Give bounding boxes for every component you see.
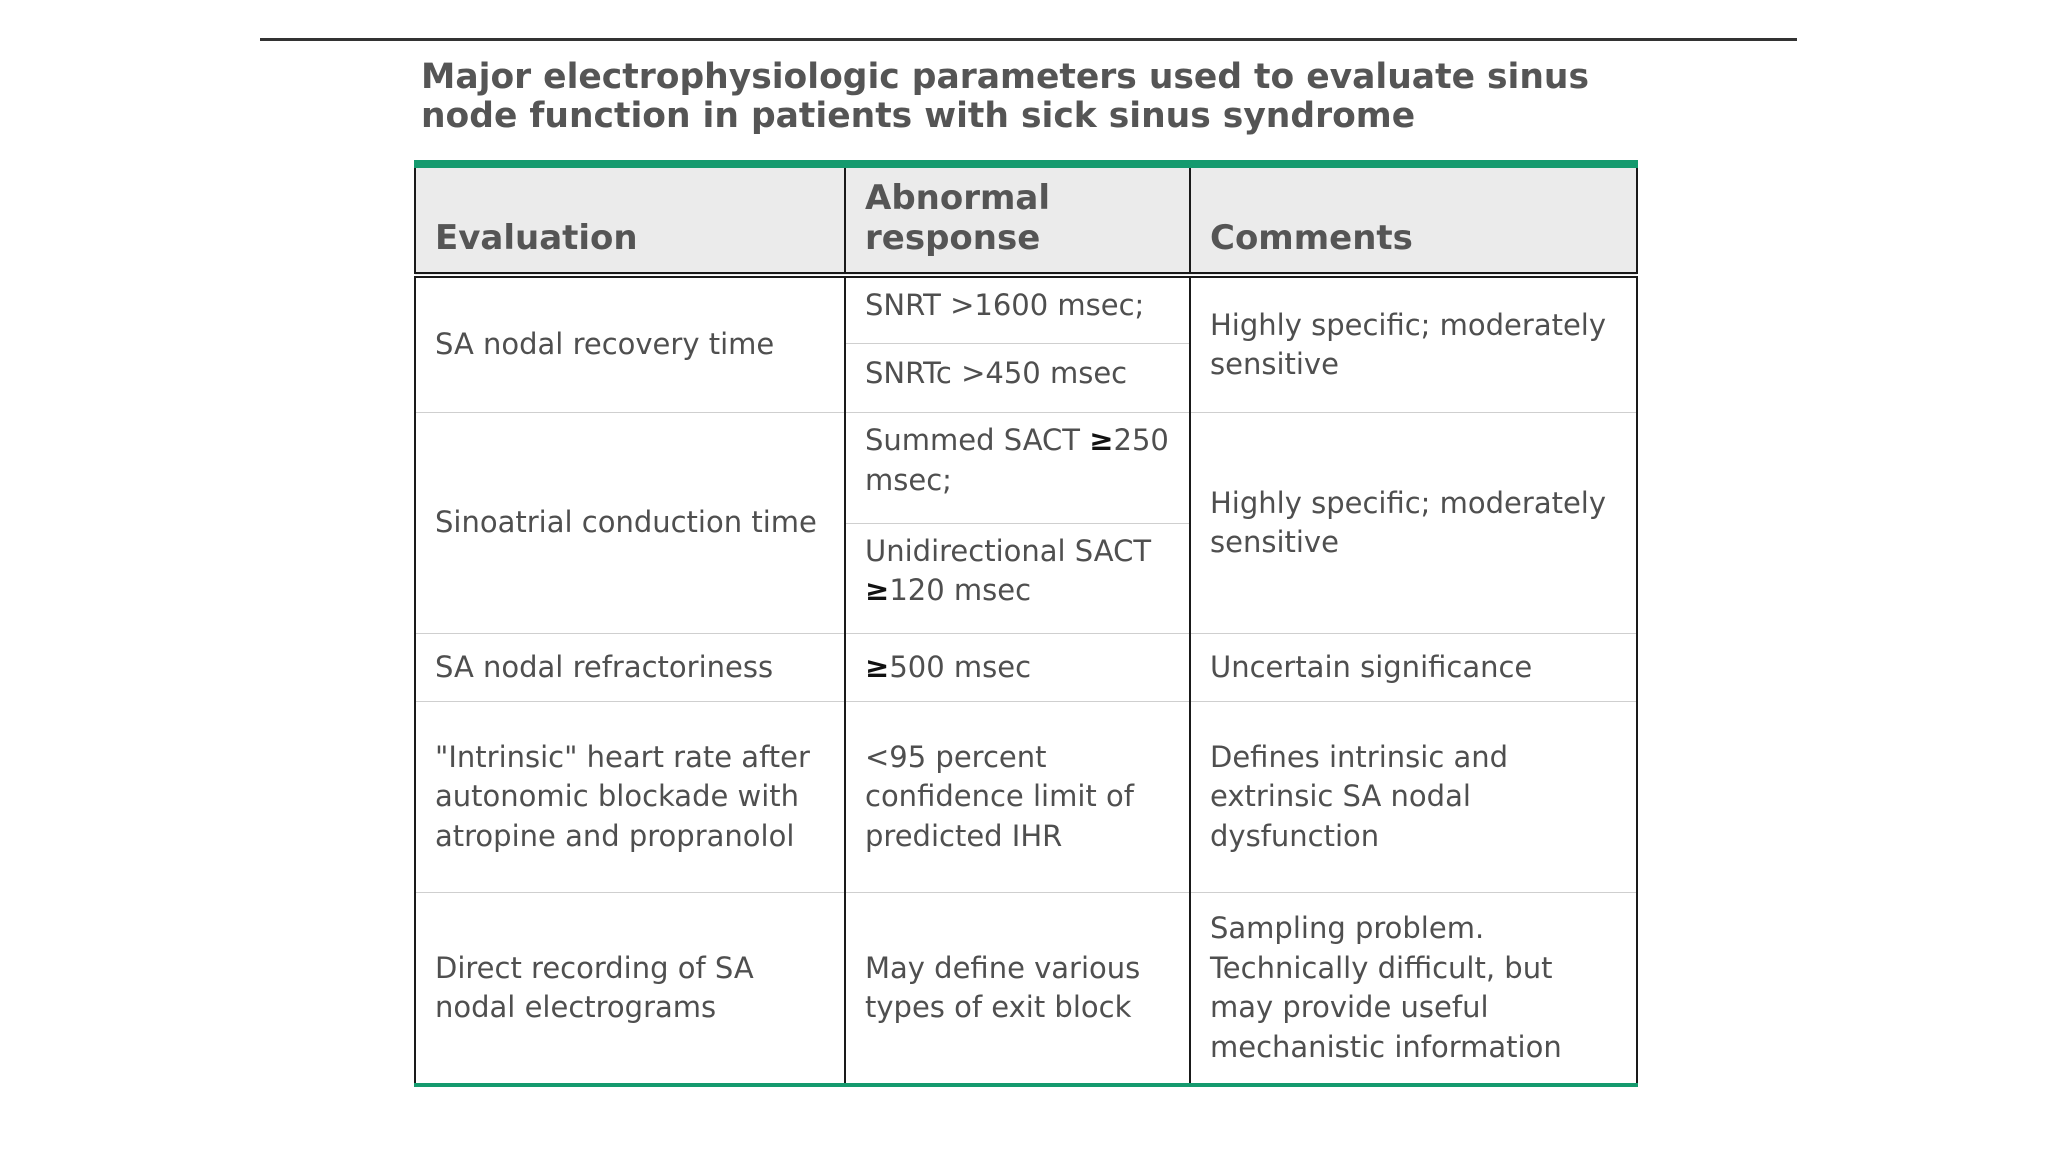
parameters-table <box>414 168 1638 1083</box>
response-value: 250 msec; <box>865 423 1169 497</box>
cell-response: SNRTc >450 msec <box>845 344 1190 413</box>
cell-evaluation: SA nodal refractoriness <box>415 633 845 701</box>
cell-evaluation: "Intrinsic" heart rate after autonomic blockade with atropine and propranolol <box>415 701 845 892</box>
table-row <box>415 701 1637 892</box>
cell-comments: Highly specific; moderately sensitive <box>1190 275 1637 413</box>
cell-response <box>845 633 1190 701</box>
response-value: 120 msec <box>889 573 1032 608</box>
cell-response: SNRT >1600 msec; <box>845 275 1190 344</box>
greater-equal-symbol: ≥ <box>865 649 890 684</box>
greater-equal-symbol: ≥ <box>1089 423 1114 458</box>
table-header-row <box>415 168 1637 275</box>
table-title: Major electrophysiologic parameters used to evaluate sinus node function in patients with sick sinus syndrome <box>421 57 1589 136</box>
cell-evaluation: Direct recording of SA nodal electrograms <box>415 893 845 1083</box>
cell-evaluation: Sinoatrial conduction time <box>415 413 845 634</box>
cell-response <box>845 413 1190 523</box>
cell-response: <95 percent confidence limit of predicted IHR <box>845 701 1190 892</box>
response-text: Unidirectional SACT <box>865 533 1152 568</box>
cell-evaluation: SA nodal recovery time <box>415 275 845 413</box>
cell-response <box>845 523 1190 633</box>
table-row <box>415 633 1637 701</box>
header-evaluation: Evaluation <box>415 168 845 275</box>
table-row <box>415 893 1637 1083</box>
response-text: Summed SACT <box>865 423 1090 458</box>
top-divider-line <box>260 38 1797 41</box>
cell-response: May define various types of exit block <box>845 893 1190 1083</box>
response-value: 500 msec <box>889 649 1032 684</box>
table-row <box>415 413 1637 523</box>
cell-comments: Defines intrinsic and extrinsic SA nodal dysfunction <box>1190 701 1637 892</box>
cell-comments: Uncertain significance <box>1190 633 1637 701</box>
cell-comments: Highly specific; moderately sensitive <box>1190 413 1637 634</box>
table-row <box>415 275 1637 344</box>
greater-equal-symbol: ≥ <box>865 573 890 608</box>
header-comments: Comments <box>1190 168 1637 275</box>
parameters-table-container <box>414 160 1638 1087</box>
cell-comments: Sampling problem. Technically difficult, but may provide useful mechanistic information <box>1190 893 1637 1083</box>
header-abnormal-response: Abnormal response <box>845 168 1190 275</box>
